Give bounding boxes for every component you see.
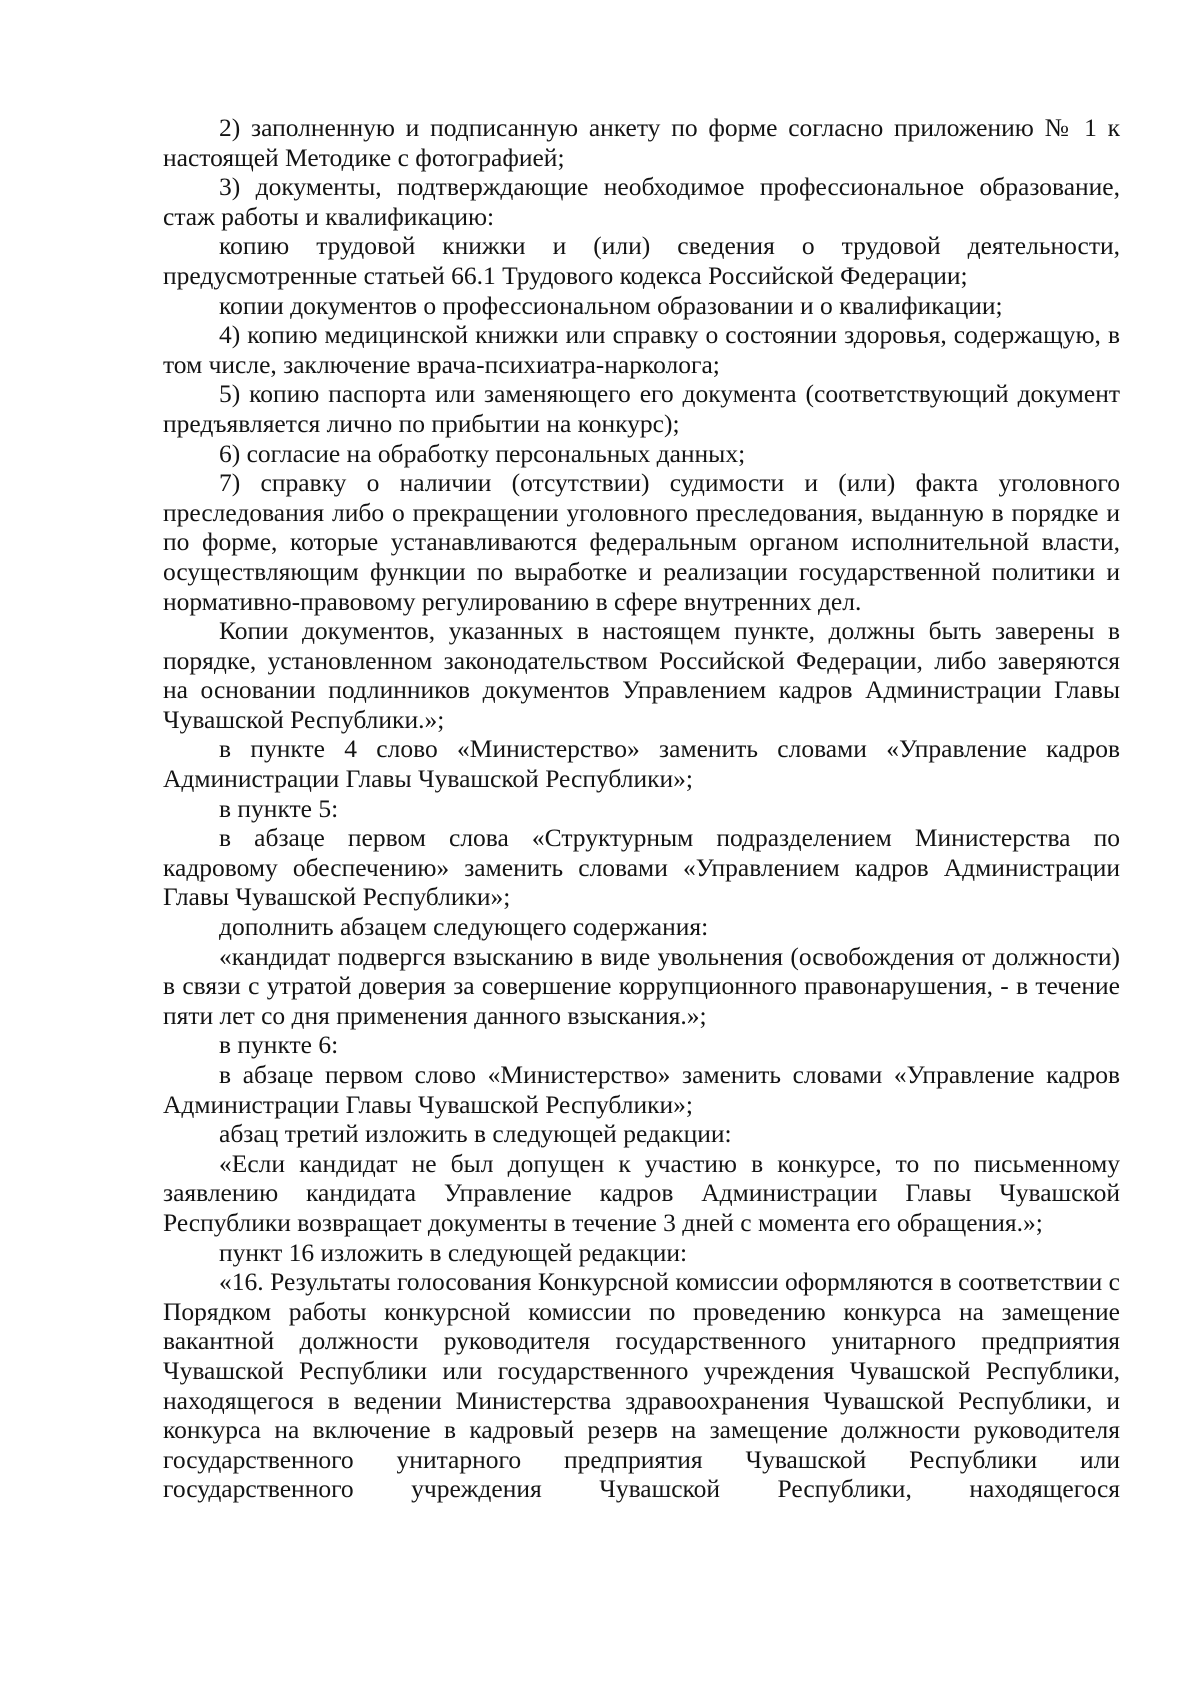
paragraph-clause-5-first: в абзаце первом слова «Структурным подразделением Министерства по кадровому обеспечению» заменить словами «Управлением кадров Администрации Главы Чувашской Республики»; [163, 823, 1120, 912]
paragraph-item-4: 4) копию медицинской книжки или справку о состоянии здоровья, содержащую, в том числе, заключение врача-психиатра-нарколога; [163, 320, 1120, 379]
document-page [163, 113, 1120, 1504]
paragraph-item-2: 2) заполненную и подписанную анкету по форме согласно приложению № 1 к настоящей Методике с фотографией; [163, 113, 1120, 172]
paragraph-clause-16: «16. Результаты голосования Конкурсной комиссии оформляются в соответствии с Порядком работы конкурсной комиссии по проведению конкурса на замещение вакантной должности руководителя государственного унитарного предприятия Чувашской Республики или государственного учреждения Чувашской Республики, находящегося в ведении Министерства здравоохранения Чувашской Республики, и конкурса на включение в кадровый резерв на замещение должности руководителя государственного унитарного предприятия Чувашской Республики или государственного учреждения Чувашской Республики, находящегося [163, 1267, 1120, 1504]
paragraph-item-6: 6) согласие на обработку персональных данных; [219, 438, 746, 468]
paragraph-clause-6-third-heading: абзац третий изложить в следующей редакции: [219, 1119, 732, 1149]
paragraph-item-5: 5) копию паспорта или заменяющего его документа (соответствующий документ предъявляется лично по прибытии на конкурс); [163, 379, 1120, 438]
paragraph-education-docs: копии документов о профессиональном образовании и о квалификации; [219, 290, 1003, 320]
paragraph-dismissal: «кандидат подвергся взысканию в виде увольнения (освобождения от должности) в связи с утратой доверия за совершение коррупционного правонарушения, - в течение пяти лет со дня применения данного взыскания.»; [163, 941, 1120, 1030]
paragraph-clause-5-heading: в пункте 5: [219, 793, 339, 823]
paragraph-clause-6-third: «Если кандидат не был допущен к участию в конкурсе, то по письменному заявлению кандидата Управление кадров Администрации Главы Чувашской Республики возвращает документы в течение 3 дней с момента его обращения.»; [163, 1148, 1120, 1237]
paragraph-clause-6-first: в абзаце первом слово «Министерство» заменить словами «Управление кадров Администрации Главы Чувашской Республики»; [163, 1060, 1120, 1119]
paragraph-clause-4: в пункте 4 слово «Министерство» заменить словами «Управление кадров Администрации Главы Чувашской Республики»; [163, 734, 1120, 794]
paragraph-clause-6-heading: в пункте 6: [219, 1030, 339, 1060]
paragraph-item-3: 3) документы, подтверждающие необходимое профессиональное образование, стаж работы и квалификацию: [163, 172, 1120, 231]
paragraph-item-7: 7) справку о наличии (отсутствии) судимости и (или) факта уголовного преследования либо о прекращении уголовного преследования, выданную в порядке и по форме, которые устанавливаются федеральным органом исполнительной власти, осуществляющим функции по выработке и реализации государственной политики и нормативно-правовому регулированию в сфере внутренних дел. [163, 468, 1120, 616]
paragraph-copies-certified: Копии документов, указанных в настоящем пункте, должны быть заверены в порядке, установленном законодательством Российской Федерации, либо заверяются на основании подлинников документов Управлением кадров Администрации Главы Чувашской Республики.»; [163, 616, 1120, 734]
paragraph-labor-book: копию трудовой книжки и (или) сведения о трудовой деятельности, предусмотренные статьей 66.1 Трудового кодекса Российской Федерации; [163, 231, 1120, 290]
paragraph-clause-16-heading: пункт 16 изложить в следующей редакции: [219, 1237, 688, 1267]
paragraph-add-abzac: дополнить абзацем следующего содержания: [219, 912, 709, 942]
